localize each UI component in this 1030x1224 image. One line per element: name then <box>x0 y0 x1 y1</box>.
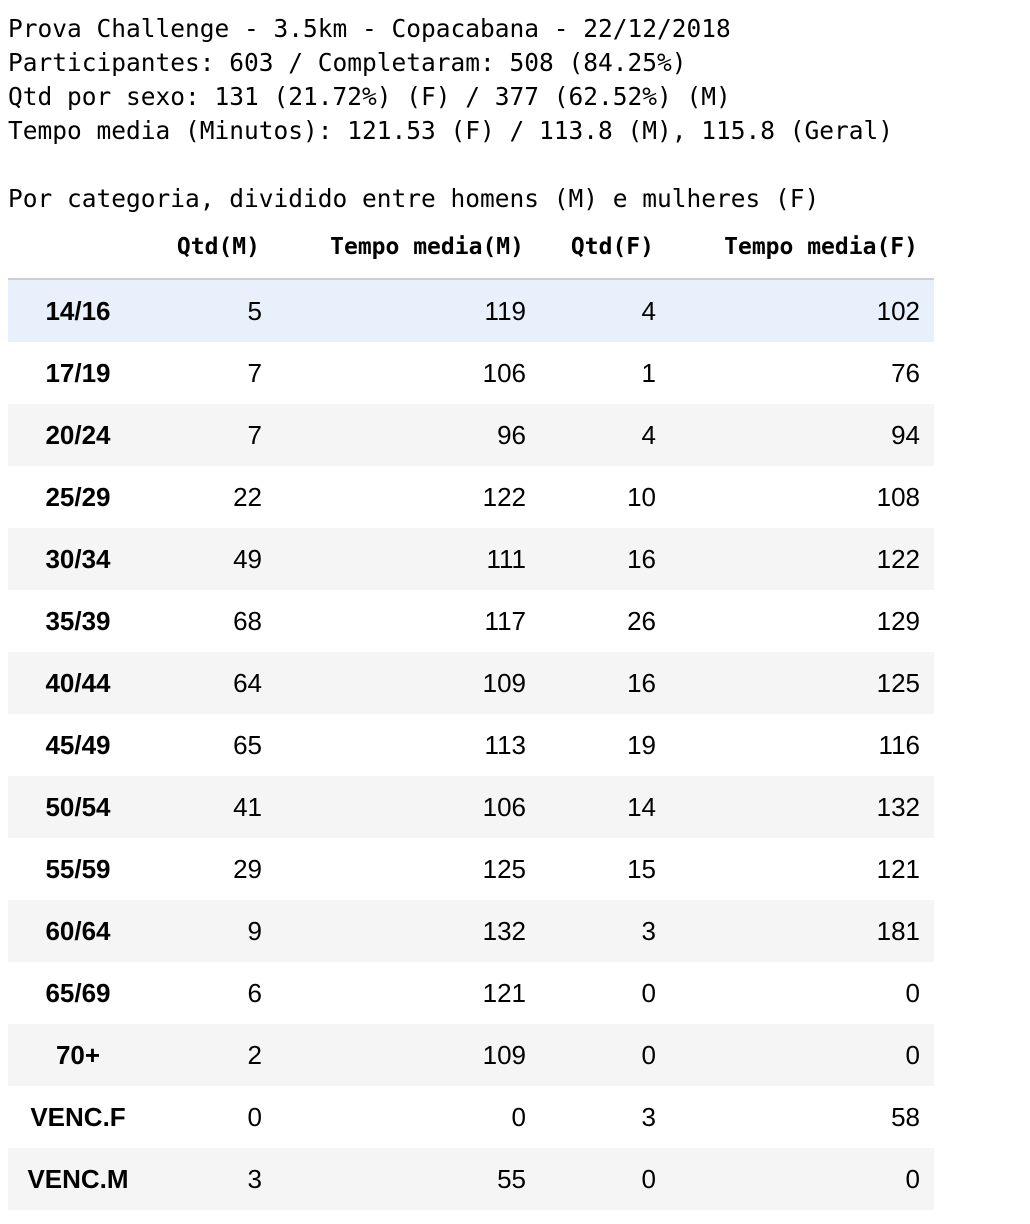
cell-tempo-f: 125 <box>876 667 920 698</box>
cell-qtd-f: 3 <box>641 1101 656 1132</box>
cell-qtd-m: 68 <box>233 605 262 636</box>
average-time-summary: Tempo media (Minutos): 121.53 (F) / 113.8 (M), 115.8 (Geral) <box>8 116 894 145</box>
cell-qtd-f: 0 <box>641 977 656 1008</box>
row-category-label: 55/59 <box>45 853 111 884</box>
row-category-label: 20/24 <box>45 419 111 450</box>
cell-tempo-f: 121 <box>876 853 920 884</box>
table-row <box>8 590 934 652</box>
table-row <box>8 342 934 404</box>
row-category-label: 65/69 <box>45 977 111 1008</box>
race-title: Prova Challenge - 3.5km - Copacabana - 22/12/2018 <box>8 14 731 43</box>
participants-summary: Participantes: 603 / Completaram: 508 (84.25%) <box>8 48 687 77</box>
column-header-tempo-m: Tempo media(M) <box>276 216 540 279</box>
cell-qtd-f: 15 <box>627 853 656 884</box>
row-category-label: 35/39 <box>45 605 111 636</box>
notebook-output <box>8 12 1026 1210</box>
category-results-table <box>8 216 934 1210</box>
cell-qtd-m: 7 <box>247 357 262 388</box>
column-header-qtd-m: Qtd(M) <box>148 216 276 279</box>
cell-qtd-f: 19 <box>627 729 656 760</box>
cell-qtd-m: 29 <box>233 853 262 884</box>
header-corner <box>8 216 148 279</box>
cell-qtd-m: 6 <box>247 977 262 1008</box>
cell-tempo-m: 0 <box>511 1101 526 1132</box>
cell-qtd-m: 65 <box>233 729 262 760</box>
cell-tempo-m: 119 <box>484 295 526 326</box>
cell-qtd-f: 10 <box>627 481 656 512</box>
row-category-label: 70+ <box>55 1039 101 1070</box>
cell-tempo-m: 111 <box>486 543 526 574</box>
cell-tempo-m: 125 <box>482 853 526 884</box>
table-row <box>8 1148 934 1210</box>
gender-count-summary: Qtd por sexo: 131 (21.72%) (F) / 377 (62.52%) (M) <box>8 82 731 111</box>
cell-tempo-m: 106 <box>482 791 526 822</box>
cell-qtd-f: 3 <box>641 915 656 946</box>
cell-tempo-m: 109 <box>482 1039 526 1070</box>
row-category-label: 14/16 <box>45 295 111 326</box>
cell-qtd-m: 64 <box>233 667 262 698</box>
cell-tempo-f: 129 <box>876 605 920 636</box>
cell-tempo-f: 122 <box>876 543 920 574</box>
row-category-label: 25/29 <box>45 481 111 512</box>
cell-tempo-m: 106 <box>482 357 526 388</box>
table-row <box>8 1086 934 1148</box>
cell-qtd-f: 1 <box>641 357 656 388</box>
table-row <box>8 279 934 342</box>
cell-tempo-f: 0 <box>905 1039 920 1070</box>
cell-tempo-f: 94 <box>891 419 920 450</box>
cell-tempo-m: 117 <box>484 605 526 636</box>
cell-qtd-f: 16 <box>627 667 656 698</box>
cell-qtd-m: 49 <box>233 543 262 574</box>
cell-qtd-m: 0 <box>247 1101 262 1132</box>
cell-tempo-m: 109 <box>482 667 526 698</box>
cell-qtd-m: 7 <box>247 419 262 450</box>
cell-qtd-f: 14 <box>627 791 656 822</box>
table-row <box>8 714 934 776</box>
cell-tempo-m: 132 <box>482 915 526 946</box>
cell-tempo-f: 0 <box>905 977 920 1008</box>
row-category-label: VENC.M <box>27 1163 129 1194</box>
row-category-label: 40/44 <box>45 667 111 698</box>
table-row <box>8 528 934 590</box>
cell-tempo-f: 58 <box>891 1101 920 1132</box>
cell-qtd-f: 16 <box>627 543 656 574</box>
cell-tempo-f: 76 <box>891 357 920 388</box>
row-category-label: 30/34 <box>45 543 111 574</box>
cell-qtd-m: 41 <box>233 791 262 822</box>
header-row <box>8 216 934 279</box>
table-row <box>8 404 934 466</box>
cell-qtd-f: 4 <box>641 419 656 450</box>
row-category-label: 60/64 <box>45 915 111 946</box>
table-caption: Por categoria, dividido entre homens (M) e mulheres (F) <box>8 184 820 213</box>
column-header-qtd-f: Qtd(F) <box>540 216 670 279</box>
cell-qtd-f: 0 <box>641 1039 656 1070</box>
row-category-label: VENC.F <box>30 1101 126 1132</box>
cell-tempo-m: 113 <box>484 729 526 760</box>
table-row <box>8 1024 934 1086</box>
blank-line <box>8 148 1026 182</box>
cell-tempo-f: 102 <box>876 295 920 326</box>
cell-qtd-m: 2 <box>247 1039 262 1070</box>
cell-tempo-m: 122 <box>482 481 526 512</box>
table-row <box>8 838 934 900</box>
cell-tempo-m: 121 <box>482 977 526 1008</box>
cell-qtd-m: 3 <box>247 1163 262 1194</box>
cell-tempo-f: 132 <box>876 791 920 822</box>
cell-tempo-f: 116 <box>878 729 920 760</box>
table-body <box>8 279 934 1210</box>
table-row <box>8 466 934 528</box>
cell-qtd-m: 5 <box>247 295 262 326</box>
cell-tempo-f: 181 <box>876 915 920 946</box>
cell-tempo-m: 96 <box>497 419 526 450</box>
cell-qtd-f: 26 <box>627 605 656 636</box>
row-category-label: 17/19 <box>45 357 111 388</box>
column-header-tempo-f: Tempo media(F) <box>670 216 934 279</box>
cell-tempo-f: 108 <box>876 481 920 512</box>
cell-qtd-m: 22 <box>233 481 262 512</box>
cell-tempo-m: 55 <box>497 1163 526 1194</box>
cell-qtd-f: 0 <box>641 1163 656 1194</box>
cell-tempo-f: 0 <box>905 1163 920 1194</box>
row-category-label: 45/49 <box>45 729 111 760</box>
table-row <box>8 652 934 714</box>
cell-qtd-m: 9 <box>247 915 262 946</box>
table-row <box>8 962 934 1024</box>
row-category-label: 50/54 <box>45 791 111 822</box>
table-row <box>8 776 934 838</box>
table-header <box>8 216 934 279</box>
cell-qtd-f: 4 <box>641 295 656 326</box>
table-row <box>8 900 934 962</box>
